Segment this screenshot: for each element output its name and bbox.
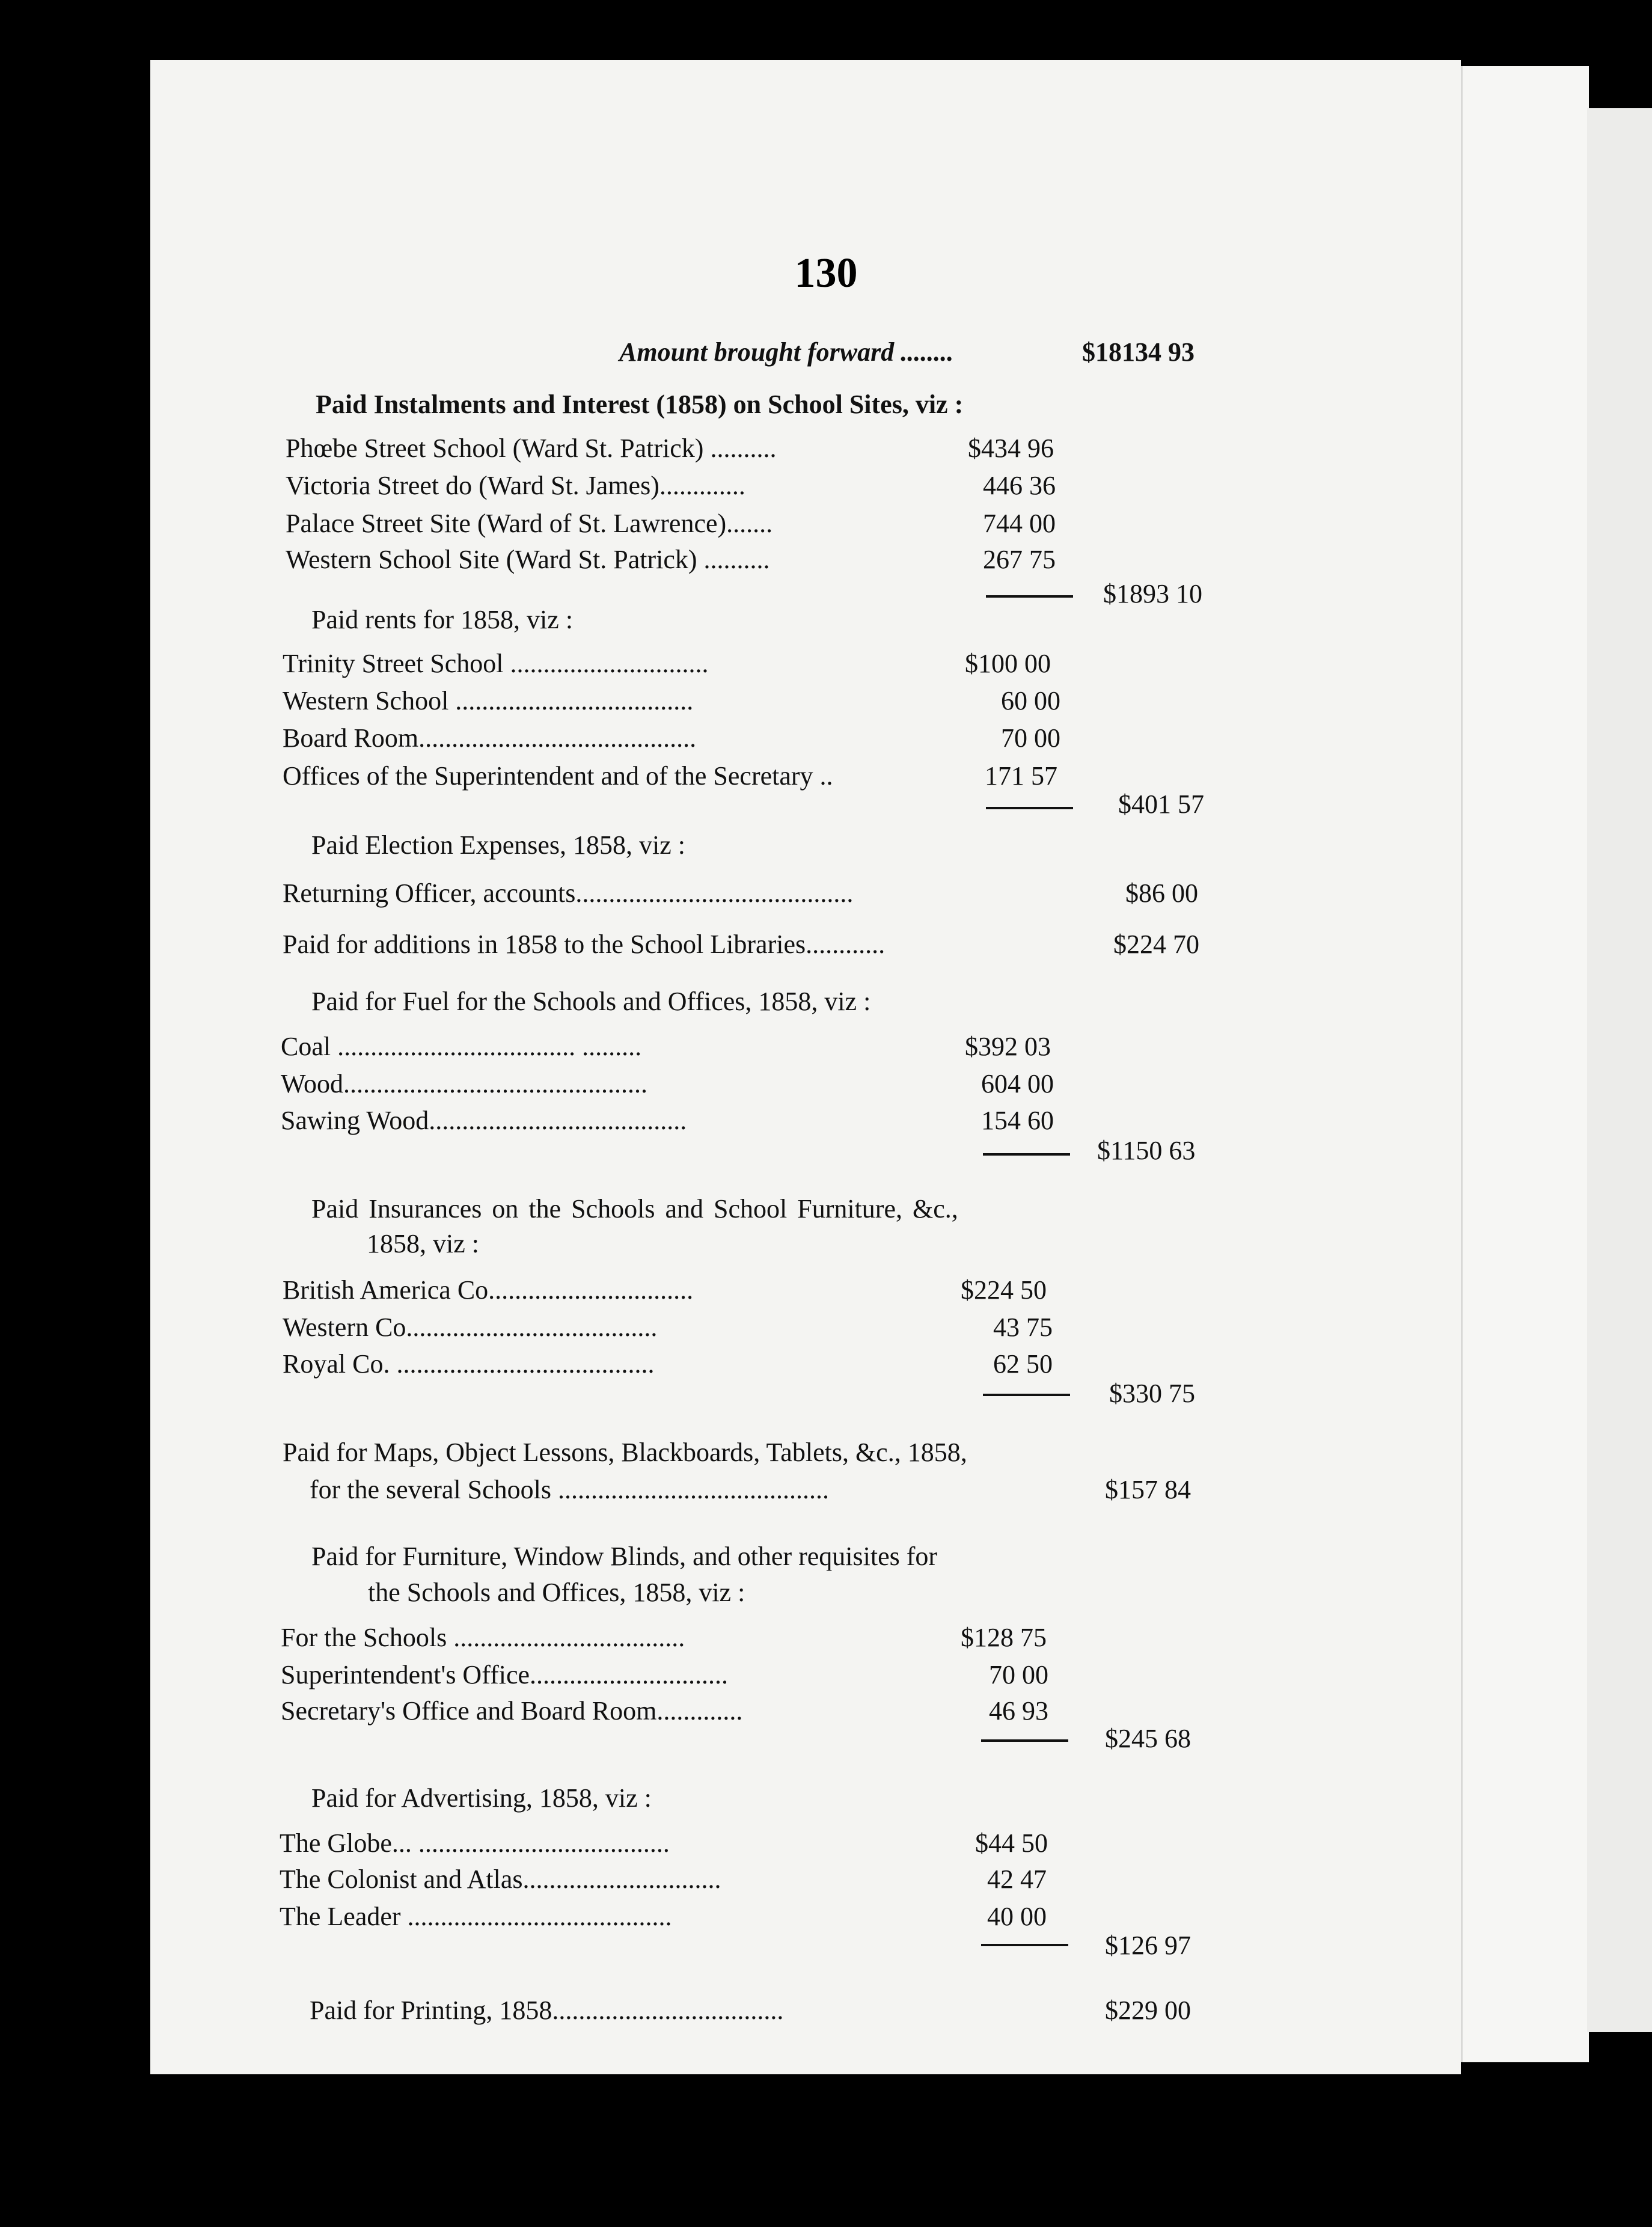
insurance-item-label: Western Co......................................	[283, 1313, 658, 1342]
insurance-heading: Paid Insurances on the Schools and School Furniture, &c.,	[311, 1194, 958, 1224]
fuel-total: $1150 63	[1097, 1136, 1196, 1165]
page-edge-back	[1587, 108, 1652, 2032]
advertising-item-amount: 40 00	[987, 1902, 1047, 1931]
furniture-heading: Paid for Furniture, Window Blinds, and other requisites for	[311, 1542, 938, 1571]
maps-line: Paid for Maps, Object Lessons, Blackboards, Tablets, &c., 1858,	[283, 1438, 967, 1467]
maps-line-cont: for the several Schools .........................................	[310, 1475, 829, 1504]
subtotal-rule	[983, 1153, 1070, 1156]
election-amount: $86 00	[1125, 878, 1198, 908]
fuel-item-amount: $392 03	[965, 1032, 1051, 1061]
furniture-total: $245 68	[1105, 1724, 1191, 1753]
furniture-item-label: For the Schools ...................................	[281, 1623, 685, 1652]
sites-item-label: Victoria Street do (Ward St. James).............	[286, 471, 745, 500]
page-number: 130	[794, 250, 858, 296]
furniture-item-label: Secretary's Office and Board Room.............	[281, 1696, 743, 1726]
rents-total: $401 57	[1118, 789, 1204, 819]
subtotal-rule	[981, 1944, 1068, 1946]
subtotal-rule	[983, 1394, 1070, 1396]
forward-label: Amount brought forward ........	[619, 337, 954, 367]
rents-item-amount: 70 00	[1001, 723, 1060, 753]
furniture-heading-cont: the Schools and Offices, 1858, viz :	[368, 1578, 745, 1607]
printing-line: Paid for Printing, 1858...................................	[310, 1996, 784, 2025]
rents-item-amount: 171 57	[985, 761, 1057, 791]
subtotal-rule	[986, 595, 1073, 598]
sites-item-amount: $434 96	[968, 433, 1054, 463]
advertising-item-amount: $44 50	[975, 1828, 1048, 1858]
election-line: Returning Officer, accounts..........................................	[283, 878, 854, 908]
advertising-item-amount: 42 47	[987, 1864, 1047, 1894]
sites-item-amount: 267 75	[983, 545, 1056, 574]
rents-item-label: Offices of the Superintendent and of the Secretary ..	[283, 761, 833, 791]
fuel-item-label: Wood..............................................	[281, 1069, 648, 1098]
advertising-item-label: The Globe... ......................................	[280, 1828, 670, 1858]
fuel-item-amount: 604 00	[981, 1069, 1054, 1098]
subtotal-rule	[986, 807, 1073, 809]
fuel-item-label: Coal .................................... .........	[281, 1032, 642, 1061]
advertising-item-label: The Colonist and Atlas..............................	[280, 1864, 721, 1894]
advertising-total: $126 97	[1105, 1931, 1191, 1960]
advertising-heading: Paid for Advertising, 1858, viz :	[311, 1783, 652, 1813]
sites-item-label: Phœbe Street School (Ward St. Patrick) ..........	[286, 433, 777, 463]
sites-heading: Paid Instalments and Interest (1858) on School Sites, viz :	[316, 390, 964, 419]
advertising-item-label: The Leader ........................................	[280, 1902, 672, 1931]
forward-amount: $18134 93	[1082, 337, 1195, 367]
election-heading: Paid Election Expenses, 1858, viz :	[311, 830, 685, 860]
rents-item-label: Trinity Street School ..............................	[283, 649, 709, 678]
sites-item-label: Palace Street Site (Ward of St. Lawrence).......	[286, 509, 773, 538]
printing-amount: $229 00	[1105, 1996, 1191, 2025]
maps-amount: $157 84	[1105, 1475, 1191, 1504]
fuel-item-label: Sawing Wood.......................................	[281, 1106, 687, 1135]
insurance-item-amount: 62 50	[993, 1349, 1053, 1379]
insurance-total: $330 75	[1109, 1379, 1195, 1408]
sites-item-amount: 744 00	[983, 509, 1056, 538]
libraries-amount: $224 70	[1113, 930, 1199, 959]
libraries-line: Paid for additions in 1858 to the School Libraries............	[283, 930, 886, 959]
furniture-item-amount: 70 00	[989, 1660, 1048, 1689]
insurance-heading-cont: 1858, viz :	[367, 1229, 479, 1258]
rents-item-amount: 60 00	[1001, 686, 1060, 715]
subtotal-rule	[981, 1739, 1068, 1742]
rents-item-label: Western School ....................................	[283, 686, 694, 715]
fuel-heading: Paid for Fuel for the Schools and Offices, 1858, viz :	[311, 987, 871, 1016]
fuel-item-amount: 154 60	[981, 1106, 1054, 1135]
sites-total: $1893 10	[1103, 579, 1202, 608]
insurance-item-label: Royal Co. .......................................	[283, 1349, 655, 1379]
page-edge	[1461, 66, 1589, 2062]
rents-item-amount: $100 00	[965, 649, 1051, 678]
insurance-item-amount: 43 75	[993, 1313, 1053, 1342]
furniture-item-label: Superintendent's Office..............................	[281, 1660, 729, 1689]
sites-item-amount: 446 36	[983, 471, 1056, 500]
rents-item-label: Board Room..........................................	[283, 723, 697, 753]
insurance-item-amount: $224 50	[961, 1275, 1047, 1305]
insurance-item-label: British America Co...............................	[283, 1275, 694, 1305]
rents-heading: Paid rents for 1858, viz :	[311, 605, 574, 634]
sites-item-label: Western School Site (Ward St. Patrick) ..........	[286, 545, 770, 574]
furniture-item-amount: $128 75	[961, 1623, 1047, 1652]
furniture-item-amount: 46 93	[989, 1696, 1048, 1726]
